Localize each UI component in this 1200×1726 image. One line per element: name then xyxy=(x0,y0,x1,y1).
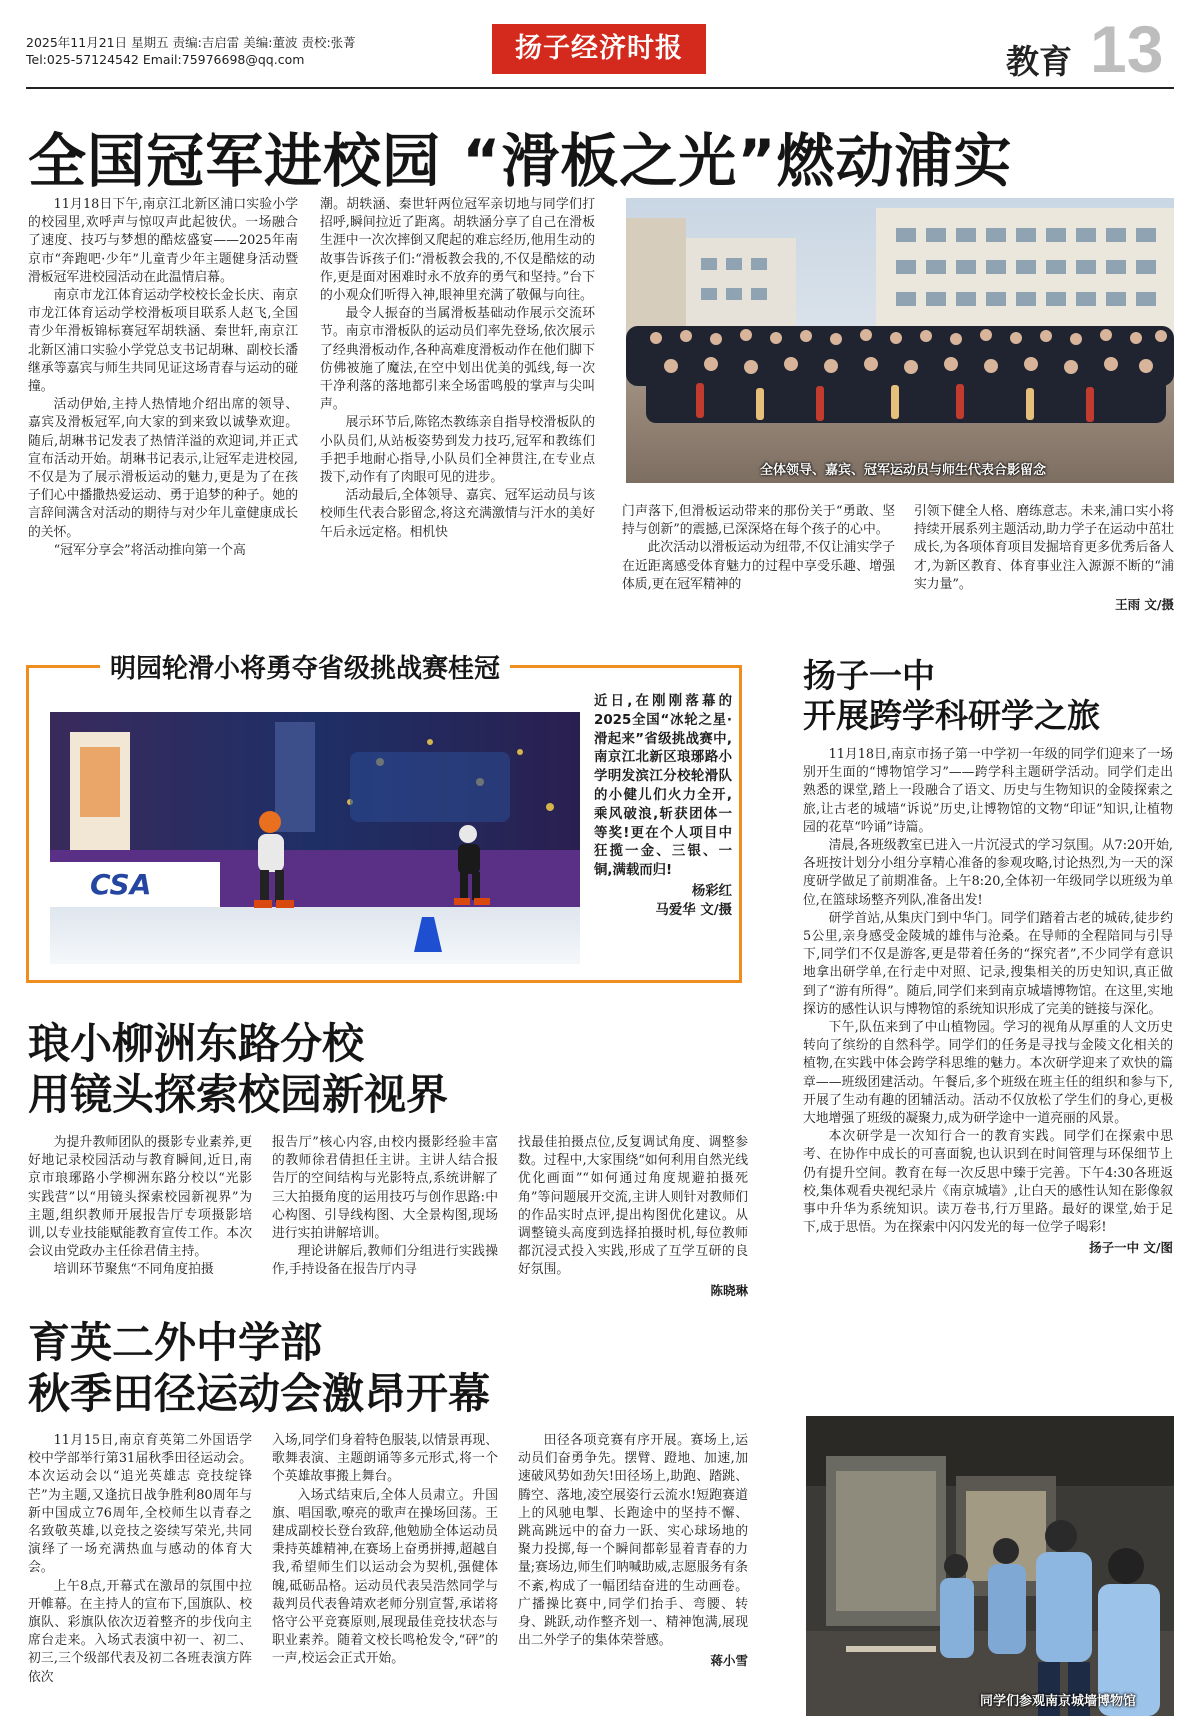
paragraph: 活动伊始,主持人热情地介绍出席的领导、嘉宾及滑板冠军,向大家的到来致以诚挚欢迎。随后,胡琳书记发表了热情洋溢的欢迎词,并正式宣布活动开始。胡琳书记表示,让冠军走进校园,不仅是为了展示滑板运动的魅力,更是为了在孩子们心中播撒热爱运动、勇于追梦的种子。她的言辞间满含对活动的期待与对少年儿童健康成长的关怀。 xyxy=(28,397,298,540)
issue-date-editors: 2025年11月21日 星期五 责编:吉启雷 美编:董波 责校:张菁 xyxy=(26,35,356,50)
story5-column-3 xyxy=(518,1432,748,1718)
story2-byline-2: 马爱华 文/摄 xyxy=(655,902,732,918)
paragraph: 清晨,各班级教室已进入一片沉浸式的学习氛围。从7:20开始,各班按计划分小组分享精心准备的参观攻略,讨论热烈,为一天的深度研学做足了前期准备。上午8:20,全体初一年级同学以班级为单位,在篮球场整齐列队,准备出发! xyxy=(803,838,1173,908)
story3-headline-line2: 开展跨学科研学之旅 xyxy=(803,696,1100,735)
paragraph: 下午,队伍来到了中山植物园。学习的视角从厚重的人文历史转向了缤纷的自然科学。同学们的任务是寻找与金陵文化相关的植物,在实践中体会跨学科思维的魅力。本次研学迎来了欢快的篇章——班级团建活动。午餐后,多个班级在班主任的组织和参与下,开展了生动有趣的团辅活动。活动不仅放松了学生们的身心,更极大地增强了班级的凝聚力,成为研学途中一道亮丽的风景。 xyxy=(803,1020,1173,1127)
story2-body: 近日,在刚刚落幕的2025全国“冰轮之星·滑起来”省级挑战赛中,南京江北新区琅琊路小学明发滨江分校轮滑队的小健儿们火力全开,乘风破浪,斩获团体一等奖!更在个人项目中狂揽一金、三银、一铜,满载而归! xyxy=(594,694,732,879)
paragraph: 潮。胡轶涵、秦世轩两位冠军亲切地与同学们打招呼,瞬间拉近了距离。胡轶涵分享了自己在滑板生涯中一次次摔倒又爬起的难忘经历,他用生动的故事告诉孩子们:“滑板教会我的,不仅是酷炫的动作,更是面对困难时永不放弃的勇气和坚持。”台下的小观众们听得入神,眼神里充满了敬佩与向往。 xyxy=(320,197,595,304)
story1-column-2 xyxy=(320,196,595,614)
story1-photo-caption: 全体领导、嘉宾、冠军运动员与师生代表合影留念 xyxy=(760,463,1047,478)
paragraph: 找最佳拍摄点位,反复调试角度、调整参数。过程中,大家围绕“如何利用自然光线优化画面”“如何通过角度规避拍摄死角”等问题展开交流,主讲人则针对教师们的作品实时点评,提出构图优化建议。从调整镜头高度到选择拍摄时机,每位教师都沉浸式投入实践,形成了互学互研的良好氛围。 xyxy=(518,1135,748,1278)
story5-headline-line2: 秋季田径运动会激昂开幕 xyxy=(28,1369,491,1418)
story1-column-1 xyxy=(28,196,298,614)
museum-visit-photo xyxy=(806,1416,1174,1716)
story1-headline: 全国冠军进校园 “滑板之光”燃动浦实 xyxy=(28,127,1013,195)
story4-column-2 xyxy=(272,1134,498,1318)
contact-line: Tel:025-57124542 Email:75976698@qq.com xyxy=(26,52,305,67)
story2-text xyxy=(594,693,732,921)
paragraph: 为提升教师团队的摄影专业素养,更好地记录校园活动与教育瞬间,近日,南京市琅琊路小学柳洲东路分校以“光影实践营”以“用镜头探索校园新视界”为主题,组织教师开展报告厅专项摄影培训,以专业技能赋能教育宣传工作。本次会议由党政办主任徐君倩主持。 xyxy=(28,1135,252,1260)
section-name: 教育 xyxy=(1006,42,1072,81)
paragraph: 此次活动以滑板运动为纽带,不仅让浦实学子在近距离感受体育魅力的过程中享受乐趣、增强体质,更在冠军精神的 xyxy=(622,540,895,592)
paragraph: 11月18日下午,南京江北新区浦口实验小学的校园里,欢呼声与惊叹声此起彼伏。一场融合了速度、技巧与梦想的酷炫盛宴——2025年南京市“奔跑吧·少年”儿童青少年主题健身活动暨滑板冠军进校园活动在此温情启幕。 xyxy=(28,197,298,285)
story5-byline: 蒋小雪 xyxy=(710,1653,748,1669)
story2-headline: 明园轮滑小将勇夺省级挑战赛桂冠 xyxy=(100,648,510,685)
svg-text:CSA: CSA xyxy=(90,868,152,901)
paragraph: 入场,同学们身着特色服装,以情景再现、歌舞表演、主题朗诵等多元形式,将一个个英雄故事搬上舞台。 xyxy=(272,1433,498,1485)
story4-headline-line2: 用镜头探索校园新视界 xyxy=(28,1070,449,1119)
story5-column-1 xyxy=(28,1432,252,1718)
story3-byline: 扬子一中 文/图 xyxy=(1089,1240,1173,1256)
story4-byline: 陈晓琳 xyxy=(710,1282,748,1298)
story1-byline: 王雨 文/摄 xyxy=(1115,597,1174,613)
paragraph: 研学首站,从集庆门到中华门。同学们踏着古老的城砖,徒步约5公里,亲身感受金陵城的雄伟与沧桑。在导师的全程陪同与引导下,同学们不仅是游客,更是带着任务的“探究者”,不少同学有意识地拿出研学单,在行走中对照、记录,搜集相关的历史知识,真正做到了“游有所得”。随后,同学们来到南京城墙博物馆。在这里,实地探访的感性认识与博物馆的系统知识形成了完美的链接与深化。 xyxy=(803,910,1173,1017)
newspaper-logo: 扬子经济时报 xyxy=(492,24,706,74)
paragraph: 引领下健全人格、磨练意志。未来,浦口实小将持续开展系列主题活动,助力学子在运动中茁壮成长,为各项体育项目发掘培育更多优秀后备人才,为新区教育、体育事业注入源源不断的“浦实力量”。 xyxy=(914,504,1174,592)
paragraph: 11月18日,南京市扬子第一中学初一年级的同学们迎来了一场别开生面的“博物馆学习”——跨学科主题研学活动。同学们走出熟悉的课堂,踏上一段融合了语文、历史与生物知识的金陵探索之旅,让古老的城墙“诉说”历史,让博物馆的文物“印证”知识,让植物园的花草“吟诵”诗篇。 xyxy=(803,747,1173,835)
paragraph: 理论讲解后,教师们分组进行实践操作,手持设备在报告厅内寻 xyxy=(272,1244,498,1278)
story5-headline-line1: 育英二外中学部 xyxy=(28,1318,323,1367)
paragraph: 报告厅”核心内容,由校内摄影经验丰富的教师徐君倩担任主讲。主讲人结合报告厅的空间结构与光影特点,系统讲解了三大拍摄角度的运用技巧与创作思路:中心构图、引导线构图、大全景构图,现场进行实拍讲解培训。 xyxy=(272,1135,498,1242)
story4-headline-line1: 琅小柳洲东路分校 xyxy=(28,1019,365,1068)
paragraph: 展示环节后,陈铭杰教练亲自指导校滑板队的小队员们,从站板姿势到发力技巧,冠军和教练们手把手地耐心指导,小队员们全神贯注,在专业点拨下,动作有了肉眼可见的进步。 xyxy=(320,415,595,486)
paragraph: 本次研学是一次知行合一的教育实践。同学们在探索中思考、在协作中成长的可喜面貌,也认识到在时间管理与环保细节上仍有提升空间。教育在每一次反思中臻于完善。下午4:30各班返校,集体观看央视纪录片《南京城墙》,让白天的感性认知在影像叙事中升华为系统知识。读万卷书,行万里路。最好的课堂,始于足下,成于思悟。为在探索中闪闪发光的每一位学子喝彩! xyxy=(803,1129,1173,1236)
story3-body xyxy=(803,746,1173,1414)
paragraph: “冠军分享会”将活动推向第一个高 xyxy=(53,542,246,558)
paragraph: 上午8点,开幕式在激昂的氛围中拉开帷幕。在主持人的宣布下,国旗队、校旗队、彩旗队依次迈着整齐的步伐向主席台走来。入场式表演中初一、初二、初三,三个级部代表及初二各班表演方阵依次 xyxy=(28,1578,252,1685)
paragraph: 南京市龙江体育运动学校校长金长庆、南京市龙江体育运动学校滑板项目联系人赵飞,全国青少年滑板锦标赛冠军胡轶涵、秦世轩,南京江北新区浦口实验小学党总支书记胡琳、副校长潘继承等嘉宾与师生共同见证这场青春与运动的碰撞。 xyxy=(28,288,298,395)
story1-column-4 xyxy=(914,503,1174,621)
story4-column-3 xyxy=(518,1134,748,1318)
paragraph: 门声落下,但滑板运动带来的那份关于“勇敢、坚持与创新”的震撼,已深深烙在每个孩子的心中。 xyxy=(622,504,895,538)
masthead-rule xyxy=(26,87,1174,89)
page-number: 13 xyxy=(1090,12,1164,86)
story1-column-3 xyxy=(622,503,895,621)
story3-headline-line1: 扬子一中 xyxy=(803,656,935,695)
paragraph: 11月15日,南京育英第二外国语学校中学部举行第31届秋季田径运动会。本次运动会以“追光英雄志 竞技绽锋芒”为主题,又逢抗日战争胜利80周年与新中国成立76周年,全校师生以青春之名致敬英雄,以竞技之姿续写荣光,共同演绎了一场充满热血与感动的体育大会。 xyxy=(28,1433,252,1576)
paragraph: 活动最后,全体领导、嘉宾、冠军运动员与该校师生代表合影留念,将这充满激情与汗水的美好午后永远定格。相机快 xyxy=(320,488,595,540)
story3-photo-caption: 同学们参观南京城墙博物馆 xyxy=(980,1694,1137,1709)
paragraph: 培训环节聚焦“不同角度拍摄 xyxy=(53,1262,214,1278)
roller-skating-photo xyxy=(50,712,580,964)
paragraph: 入场式结束后,全体人员肃立。升国旗、唱国歌,嘹亮的歌声在操场回荡。王建成副校长登台致辞,他勉励全体运动员秉持英雄精神,在赛场上奋勇拼搏,超越自我,希望师生们以运动会为契机,强健体魄,砥砺品格。运动员代表吴浩然同学与裁判员代表鲁靖欢老师分别宣誓,承诺将恪守公平竞赛原则,展现最佳竞技状态与职业素养。随着文校长鸣枪发令,“砰”的一声,校运会正式开始。 xyxy=(272,1487,498,1667)
paragraph: 田径各项竞赛有序开展。赛场上,运动员们奋勇争先。摆臂、蹬地、加速,加速破风势如劲矢!田径场上,助跑、踏跳、腾空、落地,凌空展姿行云流水!短跑赛道上的风驰电掣、长跑途中的坚持不懈、跳高跳远中的奋力一跃、实心球场地的聚力投掷,每一个瞬间都彰显着青春的力量;赛场边,师生们呐喊助威,志愿服务有条不紊,构成了一幅团结奋进的生动画卷。广播操比赛中,同学们抬手、弯腰、转身、跳跃,动作整齐划一、精神饱满,展现出二外学子的集体荣誉感。 xyxy=(518,1433,748,1649)
skateboard-group-photo xyxy=(626,198,1174,483)
paragraph: 最令人振奋的当属滑板基础动作展示交流环节。南京市滑板队的运动员们率先登场,依次展示了经典滑板动作,各种高难度滑板动作在他们脚下仿佛被施了魔法,在空中划出优美的弧线,每一次干净利落的落地都引来全场雷鸣般的掌声与尖叫声。 xyxy=(320,306,595,413)
story4-column-1 xyxy=(28,1134,252,1318)
story2-byline-1: 杨彩红 xyxy=(691,883,732,899)
story5-column-2 xyxy=(272,1432,498,1718)
